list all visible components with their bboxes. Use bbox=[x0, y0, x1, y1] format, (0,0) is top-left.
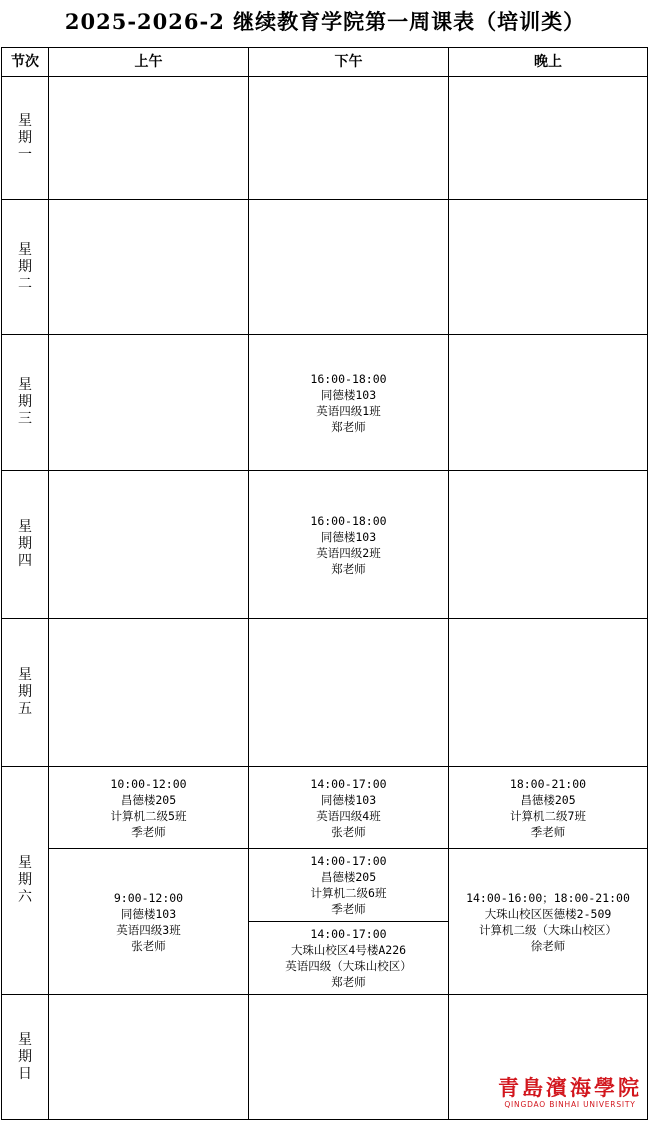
page-title: 2025-2026-2 继续教育学院第一周课表（培训类） bbox=[64, 9, 586, 34]
day-label-tuesday: 星 期 二 bbox=[18, 241, 32, 292]
day-label-monday: 星 期 一 bbox=[18, 112, 32, 163]
class-cell: 14:00-17:00 同德楼103 英语四级4班 张老师 bbox=[310, 776, 387, 839]
class-cell: 16:00-18:00 同德楼103 英语四级2班 郑老师 bbox=[310, 513, 387, 576]
day-label-sunday: 星 期 日 bbox=[18, 1031, 32, 1082]
class-cell: 14:00-17:00 昌德楼205 计算机二级6班 季老师 bbox=[310, 854, 387, 916]
logo-english-name: QINGDAO BINHAI UNIVERSITY bbox=[504, 1100, 636, 1109]
class-cell: 18:00-21:00 昌德楼205 计算机二级7班 季老师 bbox=[509, 776, 587, 839]
university-logo bbox=[492, 1076, 648, 1109]
class-cell: 14:00-16:00；18:00-21:00 大珠山校区医德楼2-509 计算机二级（大珠山校区） 徐老师 bbox=[466, 890, 630, 953]
logo-chinese-name: 青島濱海學院 bbox=[498, 1075, 642, 1100]
header-afternoon: 下午 bbox=[334, 54, 363, 70]
header-period: 节次 bbox=[11, 54, 39, 70]
class-cell: 14:00-17:00 大珠山校区4号楼A226 英语四级（大珠山校区） 郑老师 bbox=[285, 927, 412, 989]
class-cell: 10:00-12:00 昌德楼205 计算机二级5班 季老师 bbox=[110, 776, 187, 839]
header-morning: 上午 bbox=[134, 54, 163, 70]
class-cell: 9:00-12:00 同德楼103 英语四级3班 张老师 bbox=[113, 890, 184, 953]
day-label-saturday: 星 期 六 bbox=[18, 855, 32, 905]
class-cell: 16:00-18:00 同德楼103 英语四级1班 郑老师 bbox=[310, 371, 387, 434]
schedule-table bbox=[1, 47, 648, 1120]
day-label-wednesday: 星 期 三 bbox=[18, 377, 32, 427]
header-evening: 晚上 bbox=[534, 54, 562, 70]
day-label-thursday: 星 期 四 bbox=[18, 519, 32, 569]
day-label-friday: 星 期 五 bbox=[18, 667, 32, 717]
